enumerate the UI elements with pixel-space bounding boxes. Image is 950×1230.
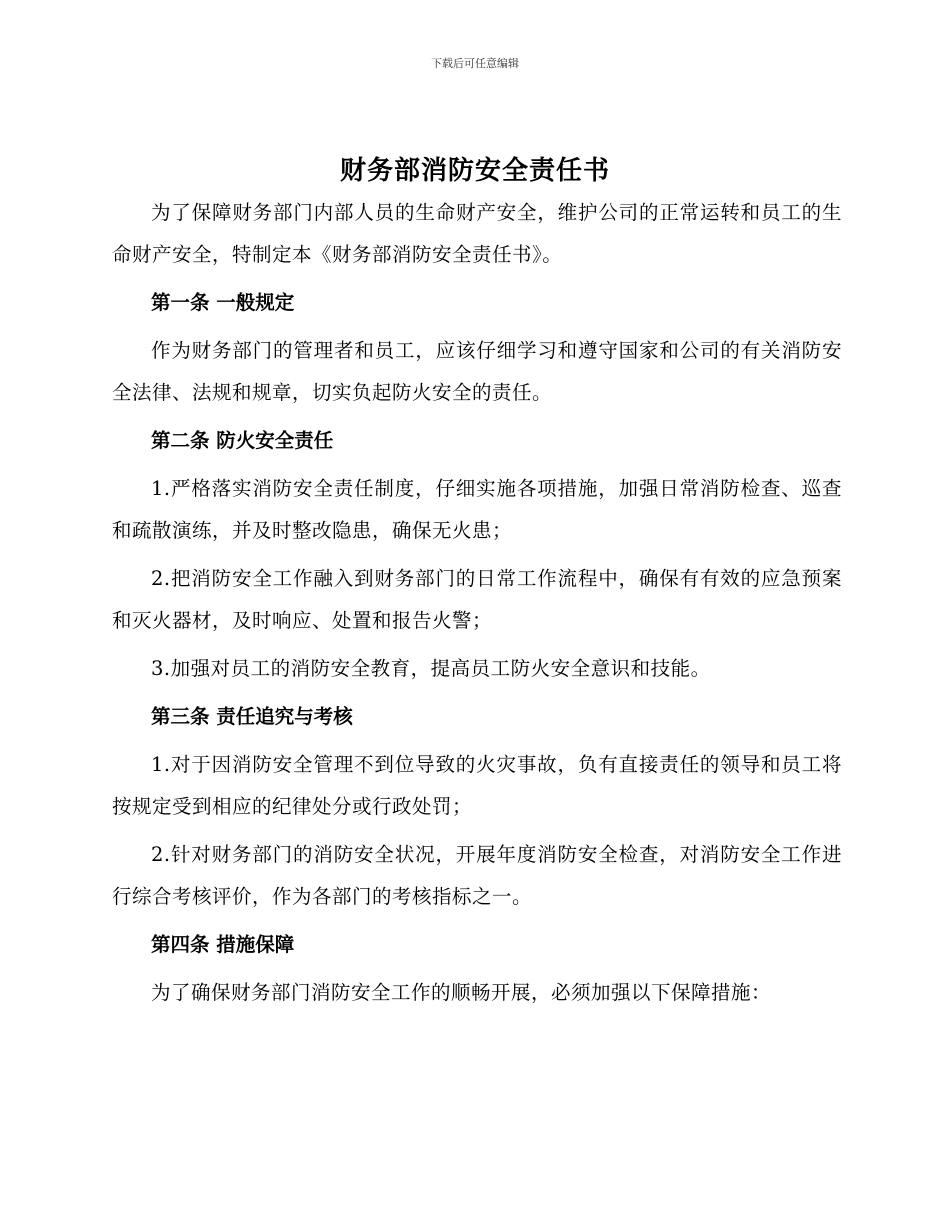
section-paragraph: 作为财务部门的管理者和员工，应该仔细学习和遵守国家和公司的有关消防安全法律、法规和规章，切实负起防火安全的责任。 <box>112 339 842 404</box>
section-heading: 第三条 责任追究与考核 <box>151 705 353 728</box>
section-heading: 第二条 防火安全责任 <box>151 429 334 452</box>
section-3 <box>112 696 842 918</box>
section-paragraph: 1.对于因消防安全管理不到位导致的火灾事故，负有直接责任的领导和员工将按规定受到相应的纪律处分或行政处罚； <box>112 753 842 818</box>
section-paragraph: 2.针对财务部门的消防安全状况，开展年度消防安全检查，对消防安全工作进行综合考核评价，作为各部门的考核指标之一。 <box>112 843 842 908</box>
header-note: 下载后可任意编辑 <box>431 57 519 70</box>
document-title: 财务部消防安全责任书 <box>339 156 610 186</box>
section-heading: 第一条 一般规定 <box>151 291 295 314</box>
section-2 <box>112 420 842 690</box>
intro-paragraph: 为了保障财务部门内部人员的生命财产安全，维护公司的正常运转和员工的生命财产安全，特制定本《财务部消防安全责任书》。 <box>112 201 842 266</box>
section-paragraph: 3.加强对员工的消防安全教育，提高员工防火安全意识和技能。 <box>151 657 711 680</box>
document-body <box>112 192 842 1020</box>
section-paragraph: 1.严格落实消防安全责任制度，仔细实施各项措施，加强日常消防检查、巡查和疏散演练，并及时整改隐患，确保无火患； <box>112 477 842 542</box>
section-paragraph: 2.把消防安全工作融入到财务部门的日常工作流程中，确保有有效的应急预案和灭火器材，及时响应、处置和报告火警； <box>112 567 842 632</box>
section-4 <box>112 924 842 1014</box>
section-1 <box>112 282 842 414</box>
section-heading: 第四条 措施保障 <box>151 933 295 956</box>
section-paragraph: 为了确保财务部门消防安全工作的顺畅开展，必须加强以下保障措施： <box>151 981 772 1004</box>
